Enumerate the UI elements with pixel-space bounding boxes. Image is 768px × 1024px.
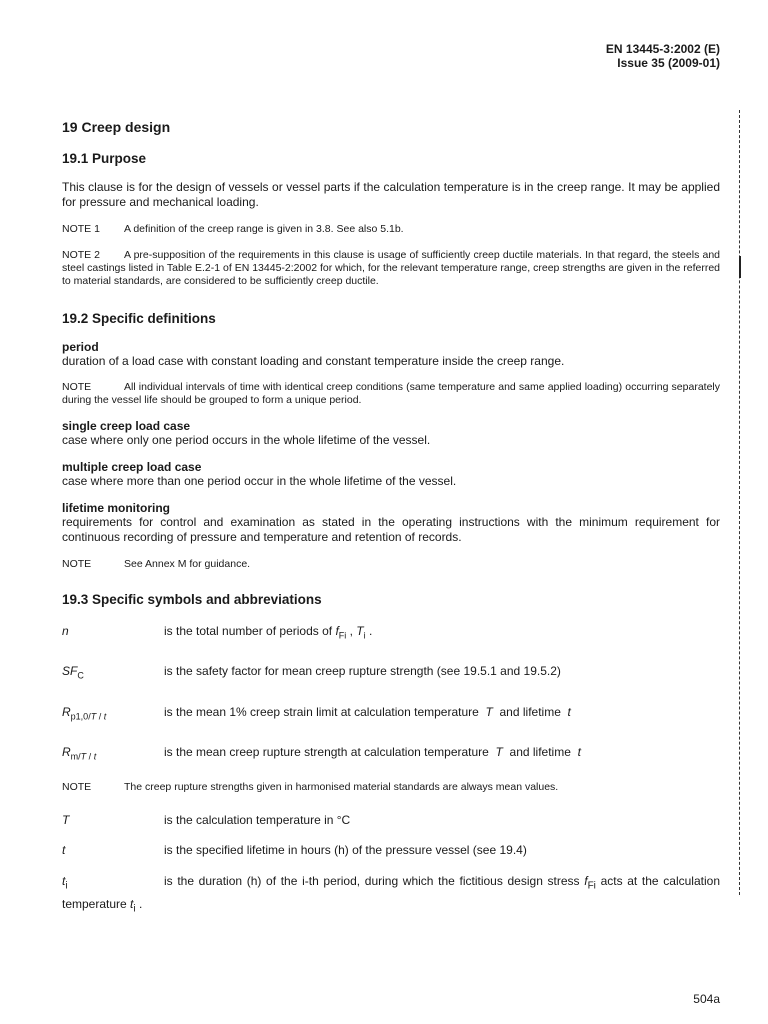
annex-note bbox=[62, 558, 720, 571]
math-ti: $t_i$ bbox=[130, 896, 136, 915]
symbol-row-t bbox=[62, 842, 720, 858]
definitions-heading: 19.2 Specific definitions bbox=[62, 311, 216, 326]
note-text: The creep rupture strengths given in harmonised material standards are always mean values. bbox=[124, 780, 559, 793]
symbol-description: is the total number of periods of $f_{Fi}$ , $T_i$ . bbox=[164, 624, 373, 641]
symbol-row-ti: $t_i$ is the duration (h) of the i-th period, during which the fictitious design stress $f_{Fi}$ acts at the calculation temperature $t_i$ . bbox=[62, 873, 720, 915]
symbol-row-rm bbox=[62, 744, 720, 764]
page-number: 504a bbox=[693, 992, 720, 1006]
math-fFi: $f_{Fi}$ bbox=[584, 873, 596, 891]
symbol-row-rp bbox=[62, 704, 720, 724]
symbol-row-n bbox=[62, 623, 720, 643]
symbols-heading: 19.3 Specific symbols and abbreviations bbox=[62, 592, 322, 607]
symbol-description: is the calculation temperature in °C bbox=[164, 812, 351, 827]
term-lifetime-monitoring: lifetime monitoring bbox=[62, 501, 170, 515]
symbol-description: is the safety factor for mean creep rupture strength (see 19.5.1 and 19.5.2) bbox=[164, 664, 561, 679]
note-2 bbox=[62, 249, 720, 288]
note-label: NOTE 2 bbox=[62, 249, 100, 261]
symbol: $t_i$ bbox=[62, 873, 68, 891]
note-text: A pre-supposition of the requirements in this clause is usage of sufficiently creep ductile materials. In that regard, the steels and steel castings listed in Table E.2-1 of EN 13445-2:2002 for which, for the relevant temperature range, creep strengths are given in the referred to material standards, are considered to be sufficiently creep ductile. bbox=[62, 249, 720, 287]
symbol: t bbox=[62, 842, 66, 857]
definition-period: duration of a load case with constant loading and constant temperature inside the creep range. bbox=[62, 354, 565, 368]
term-multiple-creep-load-case: multiple creep load case bbox=[62, 460, 202, 474]
note-label: NOTE bbox=[62, 381, 92, 393]
note-1 bbox=[62, 223, 720, 236]
symbol-description: is the mean creep rupture strength at calculation temperature T and lifetime t bbox=[164, 745, 581, 760]
term-period: period bbox=[62, 340, 99, 354]
page-header bbox=[606, 42, 720, 70]
symbol-row-sfc bbox=[62, 663, 720, 683]
note-text: All individual intervals of time with identical creep conditions (same temperature and same applied loading) occurring separately during the vessel life should be grouped to form a unique period. bbox=[62, 381, 720, 406]
symbol-description: is the specified lifetime in hours (h) of the pressure vessel (see 19.4) bbox=[164, 842, 527, 857]
note-label: NOTE bbox=[62, 558, 92, 570]
symbol-description: is the mean 1% creep strain limit at calculation temperature T and lifetime t bbox=[164, 704, 571, 719]
issue-number: Issue 35 (2009-01) bbox=[617, 56, 720, 70]
note-text: See Annex M for guidance. bbox=[124, 558, 251, 570]
definition-multiple-creep-load-case: case where more than one period occur in the whole lifetime of the vessel. bbox=[62, 474, 457, 488]
definition-lifetime-monitoring: requirements for control and examination as stated in the operating instructions with the minimum requirement for continuous recording of pressure and temperature and retention of records. bbox=[62, 515, 720, 544]
period-note bbox=[62, 381, 720, 407]
page-content bbox=[62, 118, 720, 918]
definition-single-creep-load-case: case where only one period occurs in the whole lifetime of the vessel. bbox=[62, 433, 431, 447]
section-title: 19 Creep design bbox=[62, 119, 171, 135]
note-label: NOTE 1 bbox=[62, 223, 100, 235]
symbol: n bbox=[62, 624, 69, 638]
math-Ti: $T_i$ bbox=[356, 624, 366, 641]
note-text: A definition of the creep range is given in 3.8. See also 5.1b. bbox=[124, 223, 404, 235]
note-label: NOTE bbox=[62, 780, 92, 793]
term-single-creep-load-case: single creep load case bbox=[62, 419, 191, 433]
rupture-strength-note bbox=[62, 781, 720, 794]
symbol: $SF_C$ bbox=[62, 664, 84, 681]
change-bar bbox=[739, 110, 740, 895]
purpose-heading: 19.1 Purpose bbox=[62, 151, 147, 166]
math-fFi: $f_{Fi}$ bbox=[335, 624, 347, 641]
symbol: T bbox=[62, 812, 70, 827]
standard-number: EN 13445-3:2002 (E) bbox=[605, 42, 720, 56]
purpose-text: This clause is for the design of vessels or vessel parts if the calculation temperature is in the creep range. It may be applied for pressure and mechanical loading. bbox=[62, 180, 720, 209]
symbol-row-T bbox=[62, 812, 720, 828]
symbol: $R_{p1,0/T / t}$ bbox=[62, 704, 107, 722]
symbol: $R_{m/T / t}$ bbox=[62, 745, 97, 762]
change-mark bbox=[739, 256, 741, 278]
